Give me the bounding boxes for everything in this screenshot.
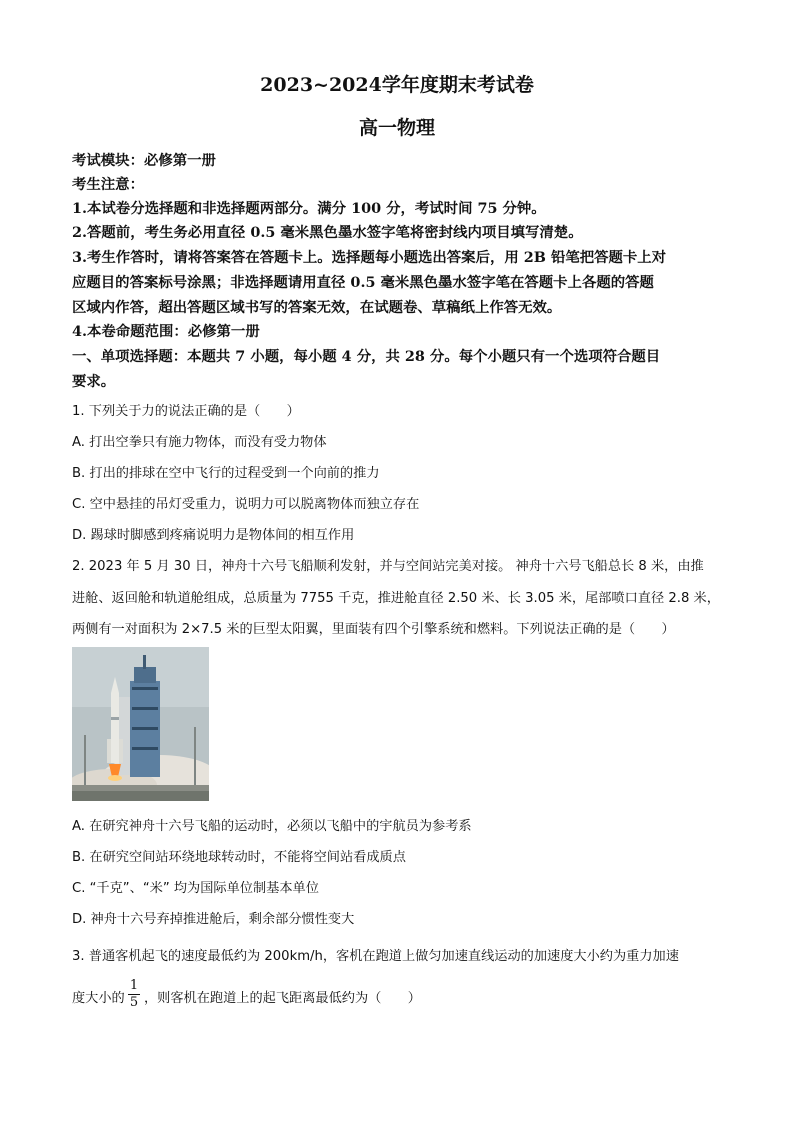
question-2-stem-line: 两侧有一对面积为 2×7.5 米的巨型太阳翼，里面装有四个引擎系统和燃料。下列说法正确的是（ ） [72, 622, 675, 637]
rocket-launch-photo [72, 647, 209, 801]
question-3-stem-prefix: 度大小的 [72, 991, 125, 1006]
question-3-stem-line: 3. 普通客机起飞的速度最低约为 200km/h，客机在跑道上做匀加速直线运动的加速度大小约为重力加速 [72, 949, 679, 964]
question-2-option-a: A. 在研究神舟十六号飞船的运动时，必须以飞船中的宇航员为参考系 [72, 819, 472, 834]
section-heading: 一、单项选择题：本题共 7 小题，每小题 4 分，共 28 分。每个小题只有一个选项符合题目 [72, 348, 661, 365]
fraction-denominator: 5 [129, 995, 139, 1010]
question-1-option-c: C. 空中悬挂的吊灯受重力，说明力可以脱离物体而独立存在 [72, 497, 420, 512]
notice-item: 应题目的答案标号涂黑；非选择题请用直径 0.5 毫米黑色墨水签字笔在答题卡上各题的答题 [72, 274, 654, 291]
question-2-option-c: C. “千克”、“米” 均为国际单位制基本单位 [72, 881, 319, 896]
notice-item: 4.本卷命题范围：必修第一册 [72, 323, 260, 340]
exam-subtitle: 高一物理 [358, 117, 435, 139]
section-heading-cont: 要求。 [72, 373, 116, 390]
question-2-option-b: B. 在研究空间站环绕地球转动时，不能将空间站看成质点 [72, 850, 406, 865]
notice-heading: 考生注意： [72, 176, 144, 193]
rocket-launch-illustration [72, 647, 209, 801]
question-2-option-d: D. 神舟十六号弃掉推进舱后，剩余部分惯性变大 [72, 912, 355, 927]
question-1-option-d: D. 踢球时脚感到疼痛说明力是物体间的相互作用 [72, 528, 355, 543]
notice-item: 区域内作答，超出答题区域书写的答案无效，在试题卷、草稿纸上作答无效。 [72, 299, 562, 316]
question-1-stem: 1. 下列关于力的说法正确的是（ ） [72, 404, 300, 419]
exam-title: 2023~2024学年度期末考试卷 [260, 74, 534, 96]
notice-item: 2.答题前，考生务必用直径 0.5 毫米黑色墨水签字笔将密封线内项目填写清楚。 [72, 224, 583, 241]
fraction-numerator: 1 [129, 978, 139, 993]
exam-module: 考试模块：必修第一册 [72, 152, 216, 169]
question-3-stem-suffix: ，则客机在跑道上的起飞距离最低约为（ ） [144, 991, 421, 1006]
notice-item: 3.考生作答时，请将答案答在答题卡上。选择题每小题选出答案后，用 2B 铅笔把答题卡上对 [72, 249, 667, 266]
fraction-one-fifth [128, 979, 140, 1010]
question-1-option-b: B. 打出的排球在空中飞行的过程受到一个向前的推力 [72, 466, 380, 481]
question-2-stem-line: 2. 2023 年 5 月 30 日，神舟十六号飞船顺利发射，并与空间站完美对接。 神舟十六号飞船总长 8 米，由推 [72, 559, 704, 574]
notice-item: 1.本试卷分选择题和非选择题两部分。满分 100 分，考试时间 75 分钟。 [72, 200, 546, 217]
question-1-option-a: A. 打出空拳只有施力物体，而没有受力物体 [72, 435, 327, 450]
question-2-stem-line: 进舱、返回舱和轨道舱组成，总质量为 7755 千克，推进舱直径 2.50 米、长 3.05 米，尾部喷口直径 2.8 米， [72, 591, 720, 606]
